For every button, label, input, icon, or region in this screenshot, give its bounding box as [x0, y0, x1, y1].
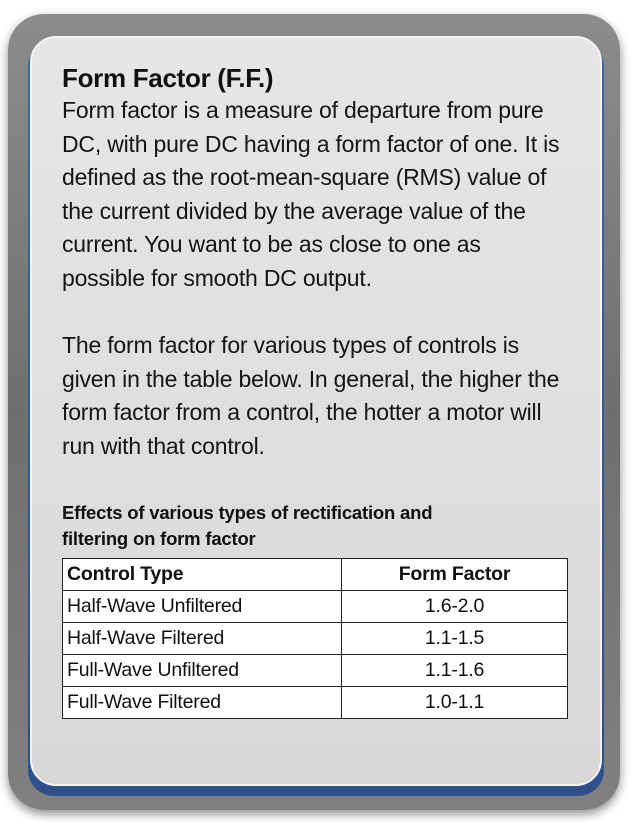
- header-form-factor: Form Factor: [342, 559, 568, 591]
- table-header-row: [63, 559, 568, 591]
- form-factor-table: [62, 558, 568, 719]
- header-control-type: Control Type: [63, 559, 342, 591]
- table-row: [63, 687, 568, 719]
- row-control-type: Full-Wave Filtered: [63, 687, 342, 719]
- page-title: Form Factor (F.F.): [62, 63, 274, 93]
- row-form-factor: 1.6-2.0: [342, 591, 568, 623]
- table-row: [63, 591, 568, 623]
- table-caption: Effects of various types of rectification and filtering on form factor: [62, 502, 433, 549]
- explanation-paragraph: The form factor for various types of controls is given in the table below. In general, the higher the form factor from a control, the hotter a motor will run with that control.: [62, 332, 560, 459]
- definition-paragraph: Form factor is a measure of departure from pure DC, with pure DC having a form factor of one. It is defined as the root-mean-square (RMS) value of the current divided by the average value of the current. You want to be as close to one as possible for smooth DC output.: [62, 97, 560, 291]
- row-control-type: Full-Wave Unfiltered: [63, 655, 342, 687]
- row-form-factor: 1.0-1.1: [342, 687, 568, 719]
- row-form-factor: 1.1-1.5: [342, 623, 568, 655]
- content-area: [62, 62, 562, 719]
- table-row: [63, 623, 568, 655]
- row-control-type: Half-Wave Unfiltered: [63, 591, 342, 623]
- row-control-type: Half-Wave Filtered: [63, 623, 342, 655]
- row-form-factor: 1.1-1.6: [342, 655, 568, 687]
- table-row: [63, 655, 568, 687]
